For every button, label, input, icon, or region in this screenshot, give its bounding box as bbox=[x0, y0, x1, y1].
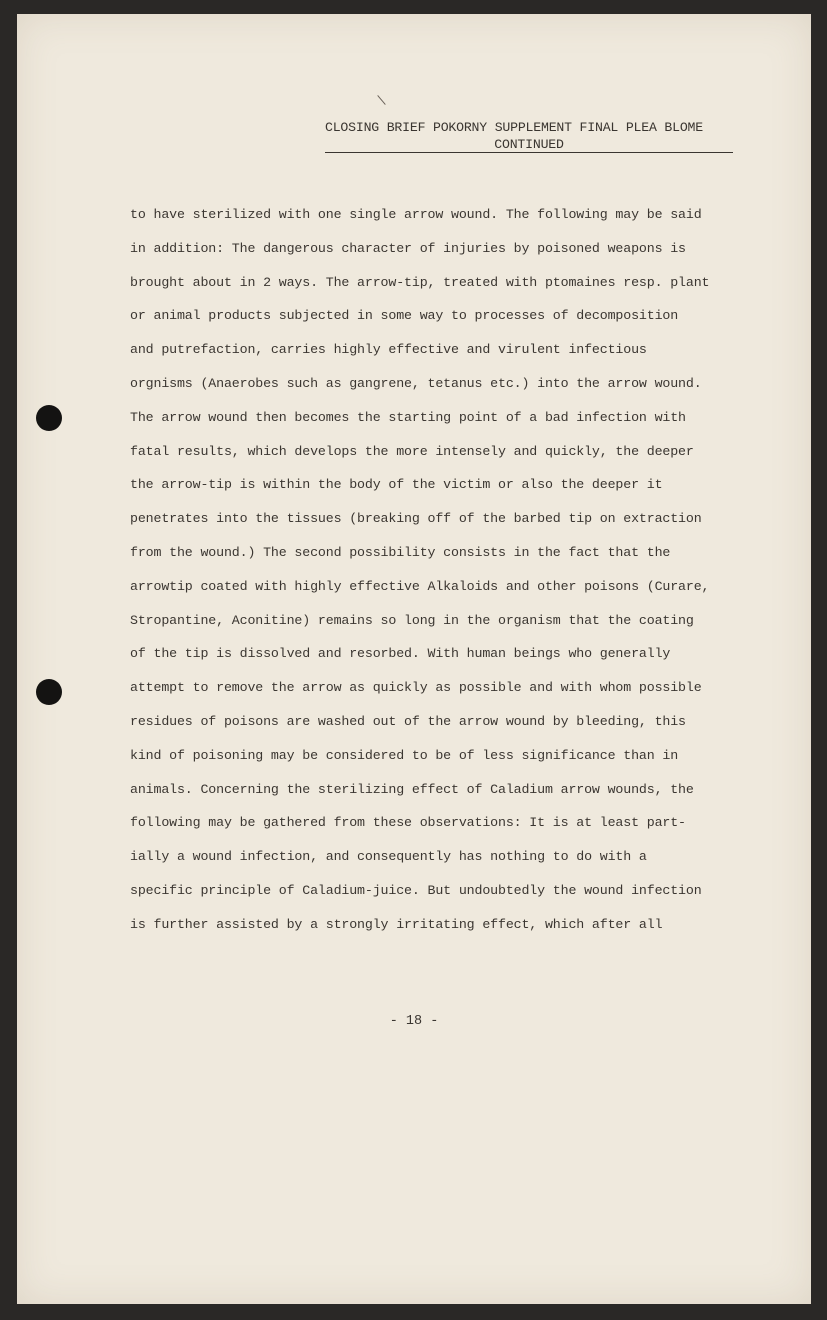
document-body bbox=[130, 204, 770, 948]
header-title: CLOSING BRIEF POKORNY SUPPLEMENT FINAL PLEA BLOME bbox=[325, 120, 703, 135]
body-line: of the tip is dissolved and resorbed. With human beings who generally bbox=[130, 646, 671, 662]
pen-mark bbox=[377, 95, 385, 105]
punch-hole-top bbox=[36, 405, 62, 431]
body-line: from the wound.) The second possibility consists in the fact that the bbox=[130, 544, 671, 560]
body-line: ially a wound infection, and consequently has nothing to do with a bbox=[130, 849, 647, 865]
body-line: residues of poisons are washed out of the arrow wound by bleeding, this bbox=[130, 713, 686, 729]
body-line: The arrow wound then becomes the starting point of a bad infection with bbox=[130, 409, 686, 425]
body-line: arrowtip coated with highly effective Alkaloids and other poisons (Curare, bbox=[130, 578, 710, 594]
body-line: in addition: The dangerous character of injuries by poisoned weapons is bbox=[130, 240, 686, 256]
body-line: fatal results, which develops the more intensely and quickly, the deeper bbox=[130, 443, 694, 459]
document-header bbox=[325, 120, 745, 153]
body-line: brought about in 2 ways. The arrow-tip, treated with ptomaines resp. plant bbox=[130, 274, 710, 290]
body-line: specific principle of Caladium-juice. But undoubtedly the wound infection bbox=[130, 882, 702, 898]
document-page bbox=[17, 14, 811, 1304]
body-line: and putrefaction, carries highly effective and virulent infectious bbox=[130, 342, 647, 358]
body-line: to have sterilized with one single arrow wound. The following may be said bbox=[130, 207, 702, 222]
body-line: orgnisms (Anaerobes such as gangrene, tetanus etc.) into the arrow wound. bbox=[130, 375, 702, 391]
body-line: is further assisted by a strongly irritating effect, which after all bbox=[130, 916, 663, 932]
body-line: the arrow-tip is within the body of the victim or also the deeper it bbox=[130, 477, 663, 493]
body-line: penetrates into the tissues (breaking off of the barbed tip on extraction bbox=[130, 511, 702, 527]
body-line: kind of poisoning may be considered to be of less significance than in bbox=[130, 747, 679, 763]
page-number: - 18 - bbox=[389, 1014, 439, 1029]
body-line: or animal products subjected in some way to processes of decomposition bbox=[130, 308, 679, 324]
body-line: Stropantine, Aconitine) remains so long in the organism that the coating bbox=[130, 612, 694, 628]
punch-hole-bottom bbox=[36, 679, 62, 705]
body-line: attempt to remove the arrow as quickly as possible and with whom possible bbox=[130, 680, 702, 696]
body-line: animals. Concerning the sterilizing effect of Caladium arrow wounds, the bbox=[130, 781, 694, 797]
body-line: following may be gathered from these observations: It is at least part- bbox=[130, 815, 686, 831]
header-subtitle: CONTINUED bbox=[325, 137, 733, 153]
